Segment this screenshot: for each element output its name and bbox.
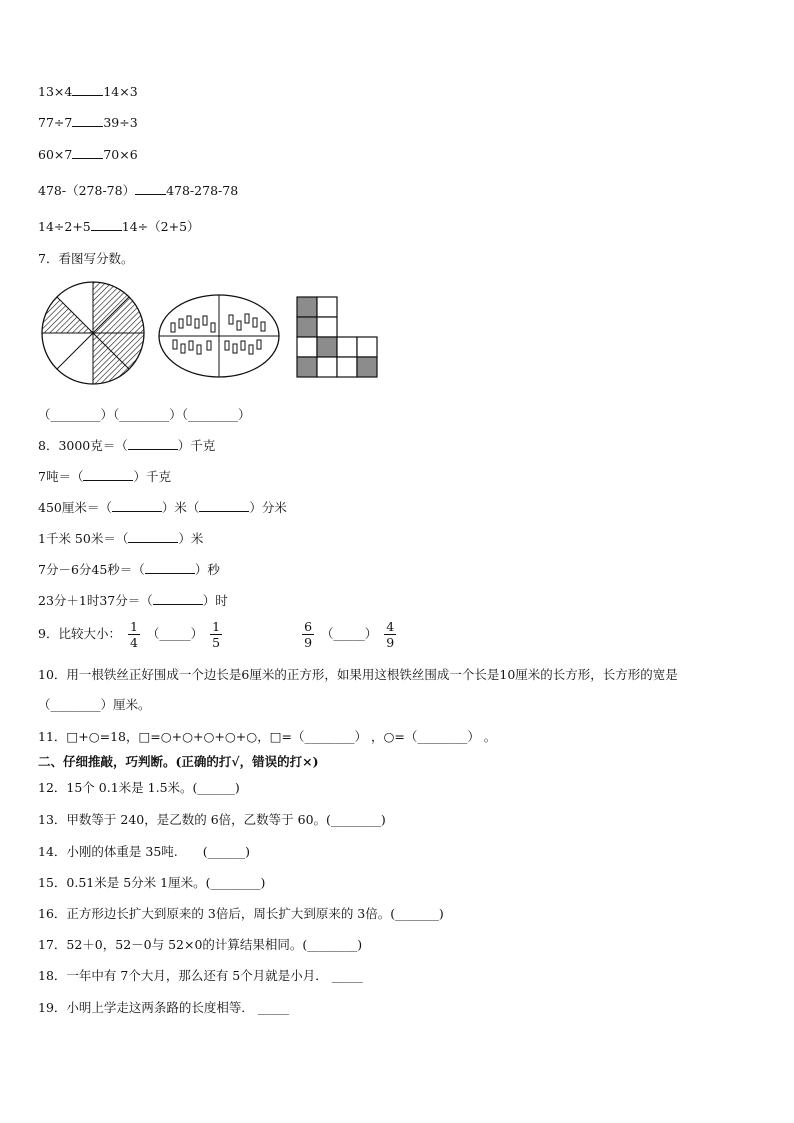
shaded-square — [297, 317, 317, 337]
judge-12[interactable]: 12．15个 0.1米是 1.5米。(______) — [38, 780, 240, 795]
grid-figure — [296, 296, 378, 378]
compare-left: 478-（278-78） — [38, 183, 136, 198]
q8-text: 1千米 50米＝（ — [38, 531, 129, 546]
circle-figure — [40, 280, 146, 386]
square — [337, 357, 357, 377]
q8-text: ）时 — [202, 593, 228, 608]
q8-text: ）千克 — [133, 469, 171, 484]
small-rect — [179, 319, 183, 328]
small-rect — [249, 345, 253, 354]
judge-19[interactable]: 19．小明上学走这两条路的长度相等． _____ — [38, 1000, 290, 1015]
small-rect — [229, 315, 233, 324]
compare-right: 14×3 — [103, 84, 138, 99]
judge-16[interactable]: 16．正方形边长扩大到原来的 3倍后，周长扩大到原来的 3倍。(_______) — [38, 906, 444, 921]
small-rect — [241, 341, 245, 350]
q8-text: ）千克 — [177, 438, 216, 453]
hatched-sector — [42, 297, 93, 333]
square — [357, 337, 377, 357]
answer-blank[interactable] — [91, 219, 122, 231]
compare-right: 39÷3 — [103, 115, 138, 130]
q8-text: 7分－6分45秒＝（ — [38, 562, 145, 577]
square — [317, 317, 337, 337]
judge-15[interactable]: 15．0.51米是 5分米 1厘米。(________) — [38, 875, 266, 890]
compare-left: 77÷7 — [38, 115, 73, 130]
small-rect — [207, 341, 211, 350]
compare-row-3 — [38, 147, 138, 163]
small-rect — [233, 344, 237, 353]
answer-blank[interactable] — [128, 531, 178, 543]
answer-blank[interactable] — [112, 500, 162, 512]
shaded-square — [357, 357, 377, 377]
judge-17[interactable]: 17．52＋0，52－0与 52×0的计算结果相同。(________) — [38, 937, 363, 952]
q8-text: 7吨＝（ — [38, 469, 84, 484]
small-rect — [189, 341, 193, 350]
answer-blank[interactable] — [72, 84, 103, 96]
answer-blank[interactable]: （_____） — [146, 626, 204, 641]
q8-text: 23分＋1时37分＝（ — [38, 593, 153, 608]
answer-blank[interactable] — [83, 469, 133, 481]
small-rect — [261, 322, 265, 331]
square — [317, 357, 337, 377]
square — [317, 297, 337, 317]
q8-text: ）米 — [178, 531, 204, 546]
q8-row-2 — [38, 469, 171, 485]
q8-row-5 — [38, 562, 220, 578]
square — [297, 337, 317, 357]
small-rect — [187, 316, 191, 325]
shaded-square — [297, 297, 317, 317]
judge-18[interactable]: 18．一年中有 7个大月，那么还有 5个月就是小月． _____ — [38, 968, 363, 983]
section2-title: 二、仔细推敲，巧判断。(正确的打√，错误的打×) — [38, 754, 319, 769]
small-rect — [225, 341, 229, 350]
small-rect — [203, 316, 207, 325]
q7-answers[interactable]: （________）（________）（________） — [38, 407, 251, 422]
shaded-square — [297, 357, 317, 377]
answer-blank[interactable] — [72, 147, 103, 159]
square — [337, 337, 357, 357]
fraction: $\frac{4}{9}$ — [386, 619, 395, 650]
q7-title: 7．看图写分数。 — [38, 251, 134, 266]
q8-row-1 — [38, 438, 215, 454]
fraction: $\frac{6}{9}$ — [304, 619, 313, 650]
compare-right: 14÷（2+5） — [121, 219, 200, 234]
small-rect — [257, 340, 261, 349]
answer-blank[interactable] — [135, 183, 166, 195]
compare-left: 60×7 — [38, 147, 73, 162]
compare-row-4 — [38, 183, 238, 199]
answer-blank[interactable] — [128, 438, 178, 450]
q9-prefix: 9．比较大小： — [38, 626, 121, 641]
q8-text: ）分米 — [249, 500, 287, 515]
ellipse-figure — [157, 293, 281, 379]
shaded-square — [317, 337, 337, 357]
answer-blank[interactable] — [145, 562, 195, 574]
answer-blank[interactable] — [72, 115, 103, 127]
fraction: $\frac{1}{5}$ — [212, 619, 221, 650]
compare-row-1 — [38, 84, 138, 100]
fraction: $\frac{1}{4}$ — [129, 619, 138, 650]
q8-text: ）秒 — [194, 562, 220, 577]
small-rect — [171, 323, 175, 332]
q8-text: ）米（ — [161, 500, 200, 515]
answer-blank[interactable] — [153, 593, 203, 605]
compare-row-2 — [38, 115, 138, 131]
small-rect — [181, 344, 185, 353]
compare-row-5 — [38, 219, 200, 235]
judge-13[interactable]: 13．甲数等于 240，是乙数的 6倍，乙数等于 60。(________) — [38, 812, 386, 827]
answer-blank[interactable] — [199, 500, 249, 512]
answer-blank[interactable]: （_____） — [321, 626, 378, 641]
small-rect — [253, 318, 257, 327]
small-rect — [237, 321, 241, 330]
compare-right: 478-278-78 — [166, 183, 239, 198]
small-rect — [211, 323, 215, 332]
small-rect — [245, 314, 249, 323]
q8-row-4 — [38, 531, 203, 547]
small-rect — [197, 345, 201, 354]
compare-right: 70×6 — [103, 147, 138, 162]
small-rect — [173, 340, 177, 349]
q8-text: 8．3000克＝（ — [38, 438, 128, 453]
compare-left: 14÷2+5 — [38, 219, 91, 234]
q8-row-3 — [38, 500, 287, 516]
compare-left: 13×4 — [38, 84, 73, 99]
q9-row — [38, 619, 399, 650]
judge-14[interactable]: 14．小刚的体重是 35吨. (______) — [38, 844, 251, 859]
q10-line1: 10．用一根铁丝正好围成一个边长是6厘米的正方形，如果用这根铁丝围成一个长是10厘米的长方形，长方形的宽是 — [38, 667, 678, 682]
q11[interactable]: 11．□+○=18，□=○+○+○+○+○，□=（________） ，○=（________） 。 — [38, 729, 497, 744]
q10-line2[interactable]: （________）厘米。 — [38, 697, 151, 712]
q8-row-6 — [38, 593, 228, 609]
small-rect — [195, 319, 199, 328]
q8-text: 450厘米＝（ — [38, 500, 112, 515]
